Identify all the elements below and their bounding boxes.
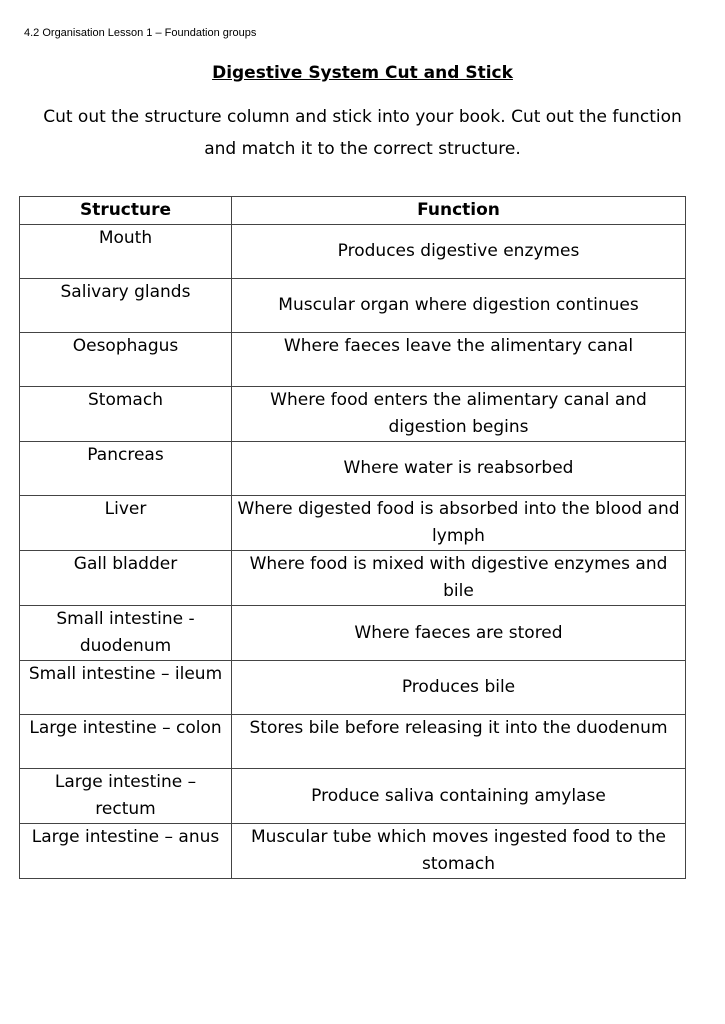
table-header-row <box>20 197 686 225</box>
document-title: Digestive System Cut and Stick <box>212 63 513 83</box>
table-row <box>20 333 686 387</box>
structure-cell: Salivary glands <box>20 279 232 333</box>
table-row <box>20 661 686 715</box>
structure-column-header: Structure <box>20 197 232 225</box>
function-column-header: Function <box>232 197 686 225</box>
header-note: 4.2 Organisation Lesson 1 – Foundation groups <box>24 27 257 39</box>
function-cell: Muscular tube which moves ingested food to the stomach <box>232 824 686 879</box>
function-cell: Stores bile before releasing it into the duodenum <box>232 715 686 769</box>
structure-cell: Small intestine – ileum <box>20 661 232 715</box>
function-cell: Where digested food is absorbed into the blood and lymph <box>232 496 686 551</box>
function-cell: Produces bile <box>232 661 686 715</box>
table-row <box>20 715 686 769</box>
function-cell: Muscular organ where digestion continues <box>232 279 686 333</box>
table-row <box>20 551 686 606</box>
structure-cell: Small intestine - duodenum <box>20 606 232 661</box>
table-row <box>20 496 686 551</box>
function-cell: Where food enters the alimentary canal and digestion begins <box>232 387 686 442</box>
function-cell: Where water is reabsorbed <box>232 442 686 496</box>
structure-cell: Oesophagus <box>20 333 232 387</box>
structure-cell: Large intestine – anus <box>20 824 232 879</box>
table-row <box>20 824 686 879</box>
table-row <box>20 442 686 496</box>
structure-cell: Stomach <box>20 387 232 442</box>
table-row <box>20 606 686 661</box>
structure-cell: Pancreas <box>20 442 232 496</box>
structure-cell: Large intestine – rectum <box>20 769 232 824</box>
instructions-text: Cut out the structure column and stick into your book. Cut out the function and match it to the correct structure. <box>43 107 682 159</box>
function-cell: Where faeces leave the alimentary canal <box>232 333 686 387</box>
structure-cell: Liver <box>20 496 232 551</box>
structure-function-table <box>19 196 686 879</box>
table-row <box>20 225 686 279</box>
table-row <box>20 279 686 333</box>
function-cell: Where food is mixed with digestive enzymes and bile <box>232 551 686 606</box>
function-cell: Produces digestive enzymes <box>232 225 686 279</box>
structure-cell: Large intestine – colon <box>20 715 232 769</box>
function-cell: Where faeces are stored <box>232 606 686 661</box>
structure-cell: Gall bladder <box>20 551 232 606</box>
structure-cell: Mouth <box>20 225 232 279</box>
table-row <box>20 387 686 442</box>
table-row <box>20 769 686 824</box>
function-cell: Produce saliva containing amylase <box>232 769 686 824</box>
